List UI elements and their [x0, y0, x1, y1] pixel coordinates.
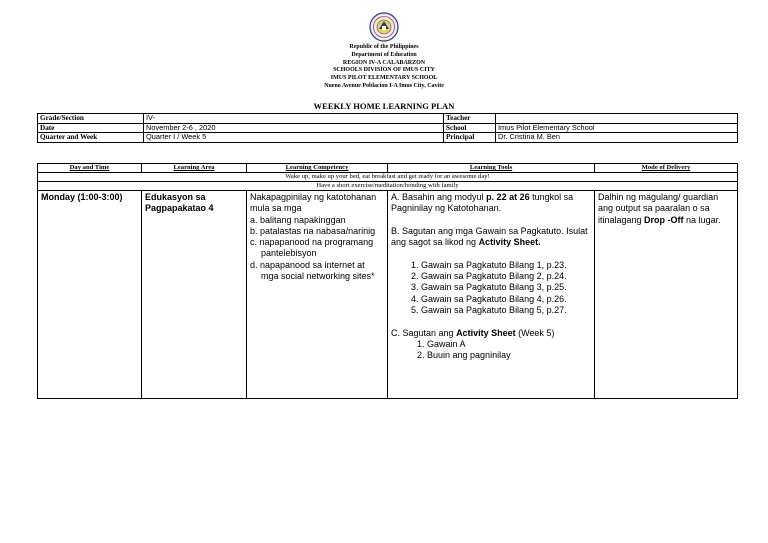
column-header: Day and Time	[38, 164, 142, 173]
bold-text: Activity Sheet	[456, 327, 516, 338]
info-row	[38, 123, 738, 133]
day-time: Monday (1:00-3:00)	[41, 192, 123, 202]
competency-list	[250, 215, 384, 283]
competency-cell	[247, 191, 388, 399]
text-span: A. Basahin ang modyul	[391, 192, 487, 202]
learning-plan-table	[37, 163, 738, 399]
header-line: IMUS PILOT ELEMENTARY SCHOOL	[330, 75, 438, 82]
teacher-label: Teacher	[444, 114, 496, 124]
list-item: 5. Gawain sa Pagkatuto Bilang 5, p.27.	[411, 304, 567, 315]
competency-intro: Nakapagpinilay ng katotohanan mula sa mga	[250, 192, 377, 214]
note-row	[38, 173, 738, 182]
table-row	[38, 191, 738, 399]
school-header	[0, 44, 768, 91]
column-header: Learning Area	[142, 164, 247, 173]
info-row	[38, 133, 738, 143]
list-item: b. patalastas na nabasa/narinig	[250, 225, 376, 236]
grade-label: Grade/Section	[38, 114, 144, 124]
header-line: REGION IV-A CALABARZON	[342, 59, 426, 66]
tools-step-c	[391, 328, 591, 339]
school-value: Imus Pilot Elementary School	[496, 123, 738, 133]
column-header: Learning Tools	[388, 164, 595, 173]
page-title: WEEKLY HOME LEARNING PLAN	[313, 101, 455, 111]
quarter-label: Quarter and Week	[38, 133, 144, 143]
note-row	[38, 182, 738, 191]
column-header: Learning Competency	[247, 164, 388, 173]
tools-step-a	[391, 192, 591, 215]
table-header-row	[38, 164, 738, 173]
list-item: a. balitang napakinggan	[250, 214, 346, 225]
list-item: 1. Gawain sa Pagkatuto Bilang 1, p.23.	[411, 259, 567, 270]
principal-value: Dr. Cristina M. Ben	[496, 133, 738, 143]
morning-note: Wake up, make up your bed, eat breakfast and get ready for an awesome day!	[38, 173, 738, 182]
header-line: Department of Education	[351, 51, 417, 58]
learning-tools-cell	[388, 191, 595, 399]
school-label: School	[444, 123, 496, 133]
teacher-value	[496, 114, 738, 124]
tools-c-list	[391, 339, 591, 362]
mode-of-delivery-cell	[595, 191, 738, 399]
text-span: (Week 5)	[515, 327, 555, 338]
date-value: November 2-6 , 2020	[144, 123, 444, 133]
header-line: Republic of the Philippines	[349, 44, 419, 50]
bold-text: p. 22 at 26	[486, 192, 530, 202]
list-item: d. napapanood sa internet at mga social networking sites*	[250, 259, 375, 282]
text-span: na lugar.	[683, 214, 721, 225]
list-item: 4. Gawain sa Pagkatuto Bilang 4, p.26.	[411, 293, 567, 304]
text-span: tungkol sa Pagninilay ng Katotohanan.	[391, 192, 574, 214]
list-item: c. napapanood na programang pantelebisyon	[250, 237, 374, 259]
text-span: C. Sagutan ang	[391, 327, 457, 338]
info-table	[37, 113, 738, 143]
tools-b-list	[391, 260, 591, 316]
header-line: SCHOOLS DIVISION OF IMUS CITY	[333, 67, 435, 74]
bold-text: Drop -Off	[644, 214, 684, 225]
text-span: Dalhin ng magulang/ guardian ang output sa paaralan o sa itinalagang	[598, 192, 719, 225]
exercise-note: Have a short exercise/meditation/bonding with family	[38, 182, 738, 191]
bold-text: Activity Sheet.	[478, 237, 541, 248]
list-item: 3. Gawain sa Pagkatuto Bilang 3, p.25.	[411, 282, 567, 293]
info-row	[38, 114, 738, 124]
learning-area: Edukasyon sa Pagpapakatao 4	[145, 192, 214, 214]
grade-value: IV-	[144, 114, 444, 124]
list-item: 1. Gawain A	[417, 338, 466, 349]
deped-seal-icon	[369, 12, 399, 42]
date-label: Date	[38, 123, 144, 133]
header-line: Nueno Avenue Poblacion I-A Imus City, Cavite	[324, 82, 444, 89]
day-time-cell	[38, 191, 142, 399]
list-item: 2. Buuin ang pagninilay	[417, 350, 511, 361]
principal-label: Principal	[444, 133, 496, 143]
tools-step-b	[391, 226, 591, 249]
delivery-text	[598, 192, 734, 226]
list-item: 2. Gawain sa Pagkatuto Bilang 2, p.24.	[411, 271, 567, 282]
column-header: Mode of Delivery	[595, 164, 738, 173]
learning-area-cell	[142, 191, 247, 399]
quarter-value: Quarter I / Week 5	[144, 133, 444, 143]
text-span: B. Sagutan ang mga Gawain sa Pagkatuto. Isulat ang sagot sa likod ng	[391, 225, 588, 248]
